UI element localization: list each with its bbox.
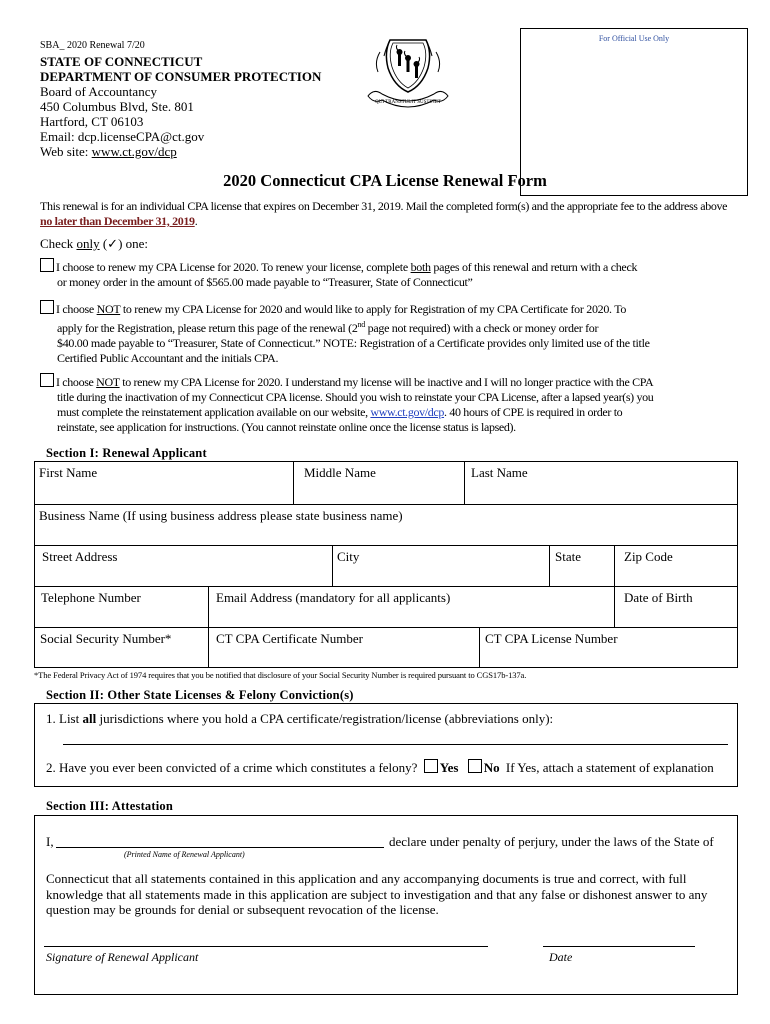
inactivate-checkbox[interactable] — [40, 373, 54, 387]
register-checkbox[interactable] — [40, 300, 54, 314]
date-label: Date — [549, 950, 573, 964]
section1-heading: Section I: Renewal Applicant — [46, 446, 207, 460]
agency-block — [40, 54, 321, 159]
q2-tail: If Yes, attach a statement of explanation — [505, 760, 714, 775]
address-line2: Hartford, CT 06103 — [40, 114, 144, 129]
opt1-text-c: or money order in the amount of $565.00 made payable to “Treasurer, State of Connecticut” — [57, 275, 473, 289]
street-address-field[interactable] — [34, 545, 333, 587]
first-name-field[interactable] — [34, 461, 294, 505]
email-field[interactable] — [208, 586, 615, 628]
jurisdictions-line[interactable] — [63, 744, 728, 745]
zip-code-label: Zip Code — [624, 549, 673, 564]
board-name: Board of Accountancy — [40, 84, 157, 99]
option-renew — [40, 258, 740, 290]
state-field[interactable] — [549, 545, 615, 587]
opt2-text-d: $40.00 made payable to “Treasurer, State of Connecticut.” NOTE: Registration of a Certificate provides only limited use of the title — [57, 336, 650, 350]
option-inactivate — [40, 373, 740, 435]
q1-bold: all — [82, 711, 97, 726]
q1-post: jurisdictions where you hold a CPA certificate/registration/license (abbreviations only): — [96, 711, 554, 726]
website-line — [40, 144, 321, 159]
date-of-birth-label: Date of Birth — [624, 590, 693, 605]
form-id: SBA_ 2020 Renewal 7/20 — [40, 40, 145, 51]
check-only: only — [76, 236, 100, 251]
opt1-text-a: I choose to renew my CPA License for 2020. To renew your license, complete — [56, 260, 411, 274]
business-name-label: Business Name (If using business address please state business name) — [39, 508, 403, 523]
q1-text — [46, 711, 553, 727]
attest-i: I, — [46, 834, 54, 849]
signature-line[interactable] — [44, 946, 488, 947]
opt3-line3 — [40, 405, 740, 420]
felony-no-checkbox[interactable] — [468, 759, 482, 773]
address-line1: 450 Columbus Blvd, Ste. 801 — [40, 99, 194, 114]
cpa-license-label: CT CPA License Number — [485, 631, 618, 646]
intro-end: . — [194, 214, 198, 228]
felony-yes-checkbox[interactable] — [424, 759, 438, 773]
last-name-label: Last Name — [471, 465, 528, 480]
q2-text: 2. Have you ever been convicted of a crime which constitutes a felony? — [46, 760, 418, 775]
opt2-text-c1: apply for the Registration, please return this page of the renewal (2 — [57, 321, 358, 335]
opt1-text-u: both — [410, 260, 431, 274]
page-title: 2020 Connecticut CPA License Renewal Form — [223, 171, 547, 190]
intro-body: This renewal is for an individual CPA license that expires on December 31, 2019. Mail the completed form(s) and the appropriate fee to the address above — [40, 199, 728, 213]
reinstatement-link[interactable]: www.ct.gov/dcp — [370, 405, 445, 419]
ssn-label: Social Security Number* — [40, 631, 172, 646]
signature-label: Signature of Renewal Applicant — [46, 950, 199, 964]
cpa-certificate-field[interactable] — [208, 627, 480, 668]
felony-no-label: No — [483, 760, 500, 775]
street-address-label: Street Address — [42, 549, 118, 564]
option-register — [40, 300, 740, 366]
check-pre: Check — [40, 236, 77, 251]
email-label: Email Address (mandatory for all applicants) — [216, 590, 451, 605]
option-inactivate-line1 — [40, 373, 740, 390]
business-name-field[interactable] — [34, 504, 738, 546]
option-register-line1 — [40, 300, 740, 317]
telephone-label: Telephone Number — [41, 590, 141, 605]
opt2-sup: nd — [357, 320, 365, 329]
last-name-field[interactable] — [464, 461, 738, 505]
state-seal — [362, 34, 454, 114]
city-label: City — [337, 549, 360, 564]
option-renew-line1 — [40, 258, 740, 275]
attest-line3: question may be grounds for denial or subsequent revocation of the license. — [46, 902, 439, 917]
cpa-certificate-label: CT CPA Certificate Number — [216, 631, 363, 646]
website-label: Web site: — [40, 144, 92, 159]
zip-code-field[interactable] — [614, 545, 738, 587]
date-line[interactable] — [543, 946, 695, 947]
printed-name-caption: (Printed Name of Renewal Applicant) — [124, 850, 245, 859]
contact-email: Email: dcp.licenseCPA@ct.gov — [40, 129, 205, 144]
opt2-text-c2: page not required) with a check or money order for — [364, 321, 599, 335]
printed-name-line[interactable] — [56, 847, 384, 848]
opt3-text-e: reinstate, see application for instructions. (You cannot reinstate online once the license status is lapsed). — [57, 420, 516, 434]
attest-line2: knowledge that all statements made in this application are subject to investigation and that any false or dishonest answer to any — [46, 886, 708, 902]
deadline: no later than December 31, 2019 — [40, 214, 195, 228]
opt3-text-a: I choose — [56, 375, 97, 389]
declare-text: declare under penalty of perjury, under the laws of the State of — [389, 834, 714, 849]
section2-heading: Section II: Other State Licenses & Felony Conviction(s) — [46, 688, 354, 702]
q2-row — [46, 759, 714, 776]
intro-text — [40, 199, 730, 229]
check-post: (✓) one: — [99, 236, 149, 251]
official-use-label: For Official Use Only — [598, 34, 670, 43]
attest-line1: Connecticut that all statements contained in this application and any accompanying documents is true and correct, with full — [46, 871, 687, 886]
first-name-label: First Name — [39, 465, 98, 480]
opt3-text-d2: . 40 hours of CPE is required in order to — [444, 405, 623, 419]
attestation-text — [46, 871, 736, 918]
ssn-field[interactable] — [34, 627, 209, 668]
opt2-text-e: Certified Public Accountant and the initials CPA. — [57, 351, 279, 365]
cpa-license-field[interactable] — [479, 627, 738, 668]
felony-yes-label: Yes — [439, 760, 459, 775]
opt2-text-b: to renew my CPA License for 2020 and would like to apply for Registration of my CPA Certificate for 2020. To — [120, 302, 627, 316]
opt1-text-b: pages of this renewal and return with a check — [430, 260, 638, 274]
middle-name-label: Middle Name — [304, 465, 376, 480]
date-of-birth-field[interactable] — [614, 586, 738, 628]
opt3-text-b: to renew my CPA License for 2020. I understand my license will be inactive and I will no longer practice with the CPA — [119, 375, 654, 389]
website-link[interactable]: www.ct.gov/dcp — [91, 144, 177, 159]
middle-name-field[interactable] — [293, 461, 465, 505]
q1-pre: 1. List — [46, 711, 83, 726]
agency-state: STATE OF CONNECTICUT — [40, 54, 203, 69]
opt3-text-u: NOT — [96, 375, 120, 389]
opt3-text-d1: must complete the reinstatement application available on our website, — [57, 405, 371, 419]
renew-checkbox[interactable] — [40, 258, 54, 272]
opt2-text-a: I choose — [56, 302, 97, 316]
opt2-line2 — [40, 317, 740, 336]
seal-motto: QUI TRANSTULIT SUSTINET — [375, 100, 441, 105]
city-field[interactable] — [332, 545, 550, 587]
agency-department: DEPARTMENT OF CONSUMER PROTECTION — [40, 69, 322, 84]
seal-icon — [362, 34, 454, 114]
opt2-text-u: NOT — [96, 302, 121, 316]
check-instruction — [40, 236, 148, 252]
privacy-note: *The Federal Privacy Act of 1974 requires that you be notified that disclosure of your Social Security Number is required pursuant to CGS17b-137a. — [34, 670, 527, 680]
state-label: State — [555, 549, 581, 564]
telephone-field[interactable] — [34, 586, 209, 628]
opt3-text-c: title during the inactivation of my Connecticut CPA license. Should you wish to reinstate your CPA License, after a lapsed year(s) you — [57, 390, 654, 404]
section3-heading: Section III: Attestation — [46, 799, 174, 813]
